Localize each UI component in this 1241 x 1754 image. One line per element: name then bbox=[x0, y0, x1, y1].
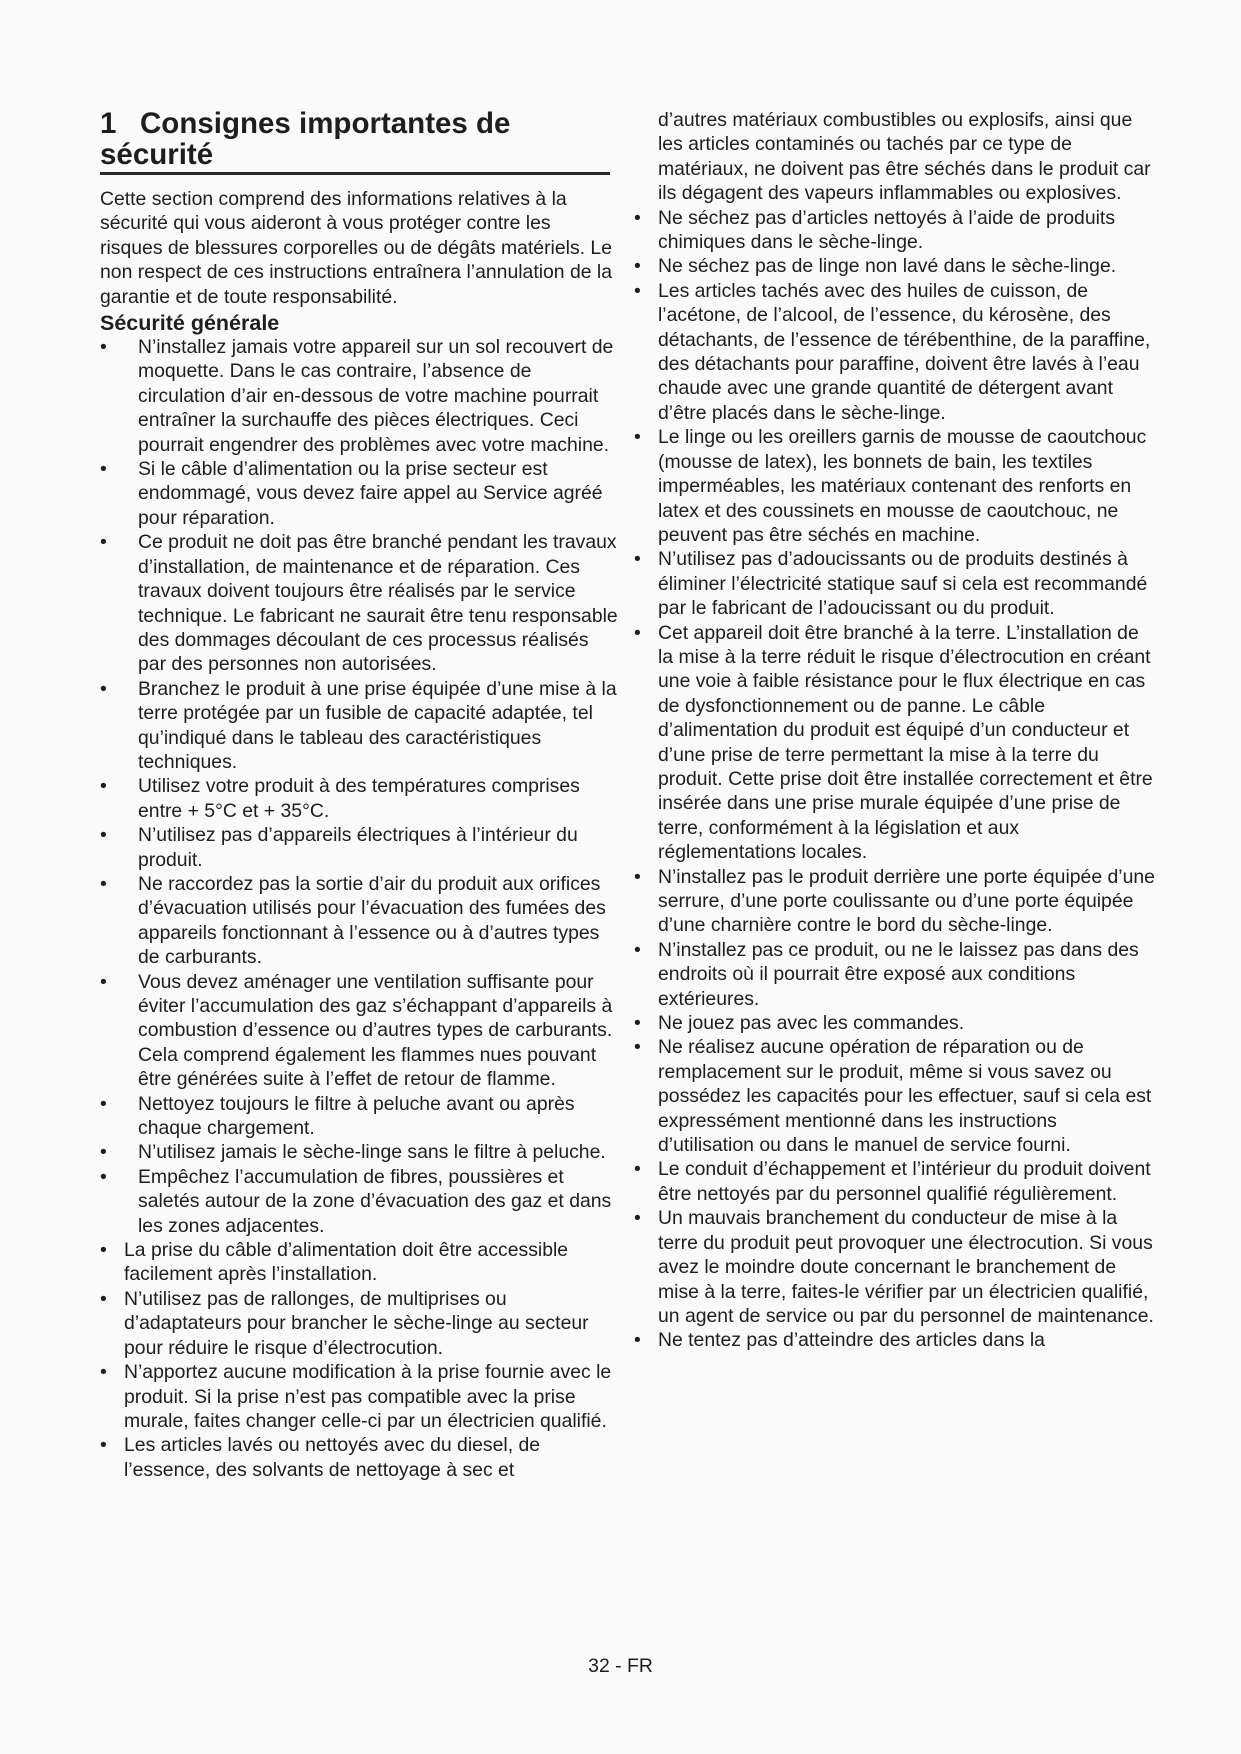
list-item bbox=[100, 530, 618, 676]
list-item-text: Branchez le produit à une prise équipée d’une mise à la terre protégée par un fusible de capacité adaptée, tel qu’indiqué dans le tableau des caractéristiques techniques. bbox=[138, 677, 617, 773]
left-column bbox=[100, 108, 618, 1482]
list-item bbox=[100, 774, 618, 823]
list-item-text: N’utilisez jamais le sèche-linge sans le filtre à peluche. bbox=[138, 1141, 606, 1164]
list-item bbox=[100, 677, 618, 775]
list-item-text: N’installez pas ce produit, ou ne le laissez pas dans des endroits où il pourrait être exposé aux conditions extérieures. bbox=[658, 938, 1139, 1010]
list-item bbox=[634, 279, 1156, 425]
bullet-icon: • bbox=[100, 458, 107, 481]
bullet-icon: • bbox=[100, 1361, 107, 1384]
bullet-icon: • bbox=[634, 426, 641, 449]
list-item-text: Ne raccordez pas la sortie d’air du produit aux orifices d’évacuation utilisés pour l’évacuation des fumées des appareils fonctionnant à l’essence ou à d’autres types de carburants. bbox=[138, 872, 606, 969]
list-item-text: Ne réalisez aucune opération de réparation ou de remplacement sur le produit, même si vous savez ou possédez les capacités pour les effectuer, sauf si cela est expressément mentionné dans les instructions d’utilisation ou dans le manuel de service fourni. bbox=[658, 1036, 1152, 1157]
list-item bbox=[634, 621, 1156, 865]
bullet-icon: • bbox=[634, 548, 641, 571]
list-item-text: Le linge ou les oreillers garnis de mousse de caoutchouc (mousse de latex), les bonnets de bain, les textiles imperméables, les matériaux contenant des renforts en latex et des coussinets en mousse de caoutchouc, ne peuvent pas être séchés en machine. bbox=[658, 426, 1147, 546]
list-item-text: N’utilisez pas de rallonges, de multiprises ou d’adaptateurs pour brancher le sèche-linge au secteur pour réduire le risque d’électrocution. bbox=[124, 1287, 589, 1359]
list-item bbox=[100, 1165, 618, 1238]
bullet-icon: • bbox=[100, 1092, 107, 1115]
bullet-icon: • bbox=[634, 1158, 641, 1181]
page-number: 32 - FR bbox=[588, 1655, 653, 1677]
bullet-icon: • bbox=[100, 1165, 107, 1188]
section-number: 1 bbox=[100, 107, 117, 140]
list-item-text: N’utilisez pas d’appareils électriques à l’intérieur du produit. bbox=[138, 824, 578, 871]
list-item bbox=[100, 1433, 618, 1482]
bullet-icon: • bbox=[100, 1287, 107, 1310]
subheading-general-safety: Sécurité générale bbox=[100, 311, 280, 336]
continued-paragraph: d’autres matériaux combustibles ou explosifs, ainsi que les articles contaminés ou tachés par ce type de matériaux, ne doivent pas être séchés dans le produit car ils dégagent des vapeurs inflammables ou explosives. bbox=[658, 109, 1151, 205]
bullet-icon: • bbox=[100, 677, 107, 700]
bullet-icon: • bbox=[100, 872, 107, 895]
bullet-icon: • bbox=[634, 621, 641, 644]
bullet-icon: • bbox=[634, 279, 641, 302]
bullet-icon: • bbox=[634, 1329, 641, 1352]
list-item bbox=[634, 1035, 1156, 1157]
list-item-text: Le conduit d’échappement et l’intérieur du produit doivent être nettoyés par du personnel qualifié régulièrement. bbox=[658, 1158, 1151, 1205]
bullet-icon: • bbox=[100, 1141, 107, 1164]
list-item bbox=[634, 865, 1156, 938]
list-item-text: Cet appareil doit être branché à la terre. L’installation de la mise à la terre réduit le risque d’électrocution en créant une voie à faible résistance pour le flux électrique en cas de dysfonctionnement ou de panne. Le câble d’alimentation du produit est équipé d’un conducteur et d’une prise de terre permettant la mise à la terre du produit. Cette prise doit être installée correctement et être insérée dans une prise murale équipée d’une prise de terre, conformément à la législation et aux réglementations locales. bbox=[658, 621, 1153, 864]
list-item-text: Ne séchez pas de linge non lavé dans le sèche-linge. bbox=[658, 255, 1117, 278]
list-item bbox=[634, 206, 1156, 255]
list-item bbox=[100, 335, 618, 457]
bullet-icon: • bbox=[100, 531, 107, 554]
bullet-icon: • bbox=[634, 1012, 641, 1035]
list-item bbox=[100, 1092, 618, 1141]
right-bullet-list bbox=[634, 206, 1156, 1353]
bullet-icon: • bbox=[634, 1036, 641, 1059]
list-item bbox=[634, 1011, 1156, 1035]
bullet-icon: • bbox=[634, 255, 641, 278]
list-item bbox=[100, 1360, 618, 1433]
left-bullet-list-a bbox=[100, 335, 618, 1238]
list-item-text: Ne séchez pas d’articles nettoyés à l’aide de produits chimiques dans le sèche-linge. bbox=[658, 206, 1116, 254]
list-item-text: Ne jouez pas avec les commandes. bbox=[658, 1012, 965, 1035]
list-item-text: Nettoyez toujours le filtre à peluche avant ou après chaque chargement. bbox=[138, 1092, 575, 1140]
bullet-icon: • bbox=[100, 1239, 107, 1262]
list-item-text: Un mauvais branchement du conducteur de mise à la terre du produit peut provoquer une électrocution. Si vous avez le moindre doute concernant le branchement de mise à la terre, faites-le vérifier par un électricien qualifié, un agent de service ou par du personnel de maintenance. bbox=[658, 1207, 1154, 1327]
right-column bbox=[634, 108, 1156, 1353]
list-item bbox=[634, 1157, 1156, 1206]
list-item bbox=[634, 1206, 1156, 1328]
section-title-text: Consignes importantes de sécurité bbox=[100, 107, 511, 171]
list-item-text: Utilisez votre produit à des températures comprises entre + 5°C et + 35°C. bbox=[138, 775, 580, 822]
list-item-text: Vous devez aménager une ventilation suffisante pour éviter l’accumulation des gaz s’échappant d’appareils à combustion d’essence ou d’autres types de carburants. Cela comprend également les flammes nues pouvant être générées suite à l’effet de retour de flamme. bbox=[138, 970, 613, 1091]
list-item-text: Empêchez l’accumulation de fibres, poussières et saletés autour de la zone d’évacuation des gaz et dans les zones adjacentes. bbox=[138, 1165, 612, 1237]
list-item bbox=[634, 254, 1156, 278]
list-item bbox=[100, 970, 618, 1092]
list-item-text: Ne tentez pas d’atteindre des articles dans la bbox=[658, 1329, 1045, 1352]
list-item-text: Les articles tachés avec des huiles de cuisson, de l’acétone, de l’alcool, de l’essence, du kérosène, des détachants, de l’essence de térébenthine, de la paraffine, des détachants pour paraffine, doivent être lavés à l’eau chaude avec une grande quantité de détergent avant d’être placés dans le sèche-linge. bbox=[658, 279, 1151, 424]
list-item bbox=[100, 457, 618, 530]
left-bullet-list-b bbox=[100, 1238, 618, 1482]
bullet-icon: • bbox=[100, 336, 107, 359]
list-item-text: La prise du câble d’alimentation doit être accessible facilement après l’installation. bbox=[124, 1239, 569, 1286]
list-item-text: Ce produit ne doit pas être branché pendant les travaux d’installation, de maintenance et de réparation. Ces travaux doivent toujours être réalisés par le service technique. Le fabricant ne saurait être tenu responsable des dommages découlant de ces processus réalisés par des personnes non autorisées. bbox=[138, 531, 618, 676]
list-item bbox=[634, 425, 1156, 547]
section-title bbox=[100, 108, 610, 175]
list-item bbox=[634, 938, 1156, 1011]
list-item bbox=[100, 1287, 618, 1360]
list-item-text: N’utilisez pas d’adoucissants ou de produits destinés à éliminer l’électricité statique sauf si cela est recommandé par le fabricant de l’adoucissant ou du produit. bbox=[658, 548, 1148, 620]
list-item bbox=[100, 1238, 618, 1287]
list-item-text: Si le câble d’alimentation ou la prise secteur est endommagé, vous devez faire appel au Service agréé pour réparation. bbox=[138, 458, 603, 529]
list-item bbox=[100, 823, 618, 872]
list-item bbox=[634, 547, 1156, 620]
section-intro: Cette section comprend des informations relatives à la sécurité qui vous aideront à vous protéger contre les risques de blessures corporelles ou de dégâts matériels. Le non respect de ces instructions entraînera l’annulation de la garantie et de toute responsabilité. bbox=[100, 188, 613, 308]
bullet-icon: • bbox=[100, 824, 107, 847]
list-item-text: Les articles lavés ou nettoyés avec du diesel, de l’essence, des solvants de nettoyage à sec et bbox=[124, 1434, 541, 1481]
list-item bbox=[100, 1140, 618, 1164]
bullet-icon: • bbox=[100, 775, 107, 798]
bullet-icon: • bbox=[634, 865, 641, 888]
list-item bbox=[100, 872, 618, 970]
bullet-icon: • bbox=[100, 970, 107, 993]
list-item-text: N’apportez aucune modification à la prise fournie avec le produit. Si la prise n’est pas compatible avec la prise murale, faites changer celle-ci par un électricien qualifié. bbox=[124, 1361, 612, 1432]
bullet-icon: • bbox=[100, 1434, 107, 1457]
list-item bbox=[634, 1328, 1156, 1352]
bullet-icon: • bbox=[634, 206, 641, 229]
list-item-text: N’installez pas le produit derrière une porte équipée d’une serrure, d’une porte coulissante ou d’une porte équipée d’une charnière contre le bord du sèche-linge. bbox=[658, 865, 1155, 937]
list-item-text: N’installez jamais votre appareil sur un sol recouvert de moquette. Dans le cas contraire, l’absence de circulation d’air en-dessous de votre machine pourrait entraîner la surchauffe des pièces électriques. Ceci pourrait engendrer des problèmes avec votre machine. bbox=[138, 336, 614, 456]
bullet-icon: • bbox=[634, 1207, 641, 1230]
bullet-icon: • bbox=[634, 938, 641, 961]
